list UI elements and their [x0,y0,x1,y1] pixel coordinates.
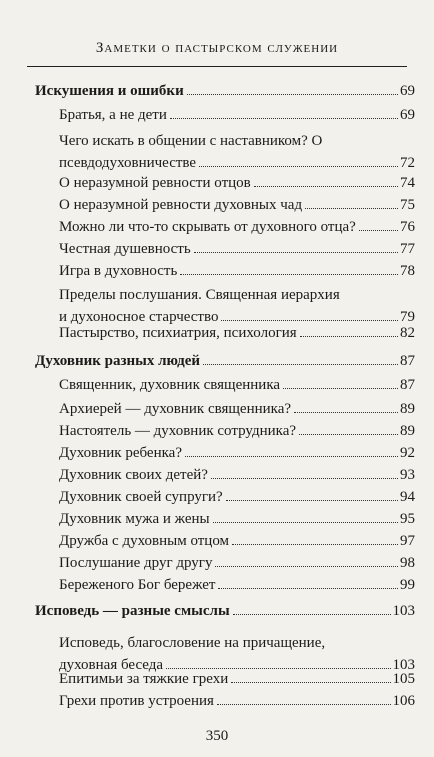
dot-leader [203,364,398,365]
toc-entry-title-line: Чего искать в общении с наставником? О [59,133,323,149]
toc-entry[interactable] [59,374,415,396]
toc-entry[interactable] [59,398,415,420]
toc-entry-title: Честная душевность [59,241,191,257]
toc-entry-page: 89 [400,401,415,417]
dot-leader [217,704,391,705]
toc-entry-page: 69 [400,83,415,99]
toc-entry[interactable] [59,260,415,282]
dot-leader [299,434,398,435]
dot-leader [254,186,398,187]
toc-entry[interactable] [59,104,415,126]
toc-entry[interactable] [59,194,415,216]
toc-entry[interactable] [59,130,415,174]
dot-leader [213,522,398,523]
toc-entry[interactable] [59,690,415,712]
toc-entry[interactable] [59,530,415,552]
toc-entry[interactable] [59,420,415,442]
toc-entry-page: 98 [400,555,415,571]
toc-entry-page: 103 [392,603,415,619]
dot-leader [231,682,390,683]
toc-entry-page: 89 [400,423,415,439]
toc-entry-page: 77 [400,241,415,257]
toc-entry-title-line: Пределы послушания. Священная иерархия [59,287,340,303]
toc-entry-title: Исповедь — разные смыслы [35,603,230,619]
toc-entry-title: Священник, духовник священника [59,377,281,393]
toc-entry[interactable] [59,464,415,486]
toc-section-entry[interactable] [35,600,415,622]
toc-entry-title: О неразумной ревности духовных чад [59,197,303,213]
toc-entry-title: Послушание друг другу [59,555,213,571]
dot-leader [215,566,398,567]
toc-entry-title: Духовник ребенка? [59,445,182,461]
page-number: 350 [205,728,229,744]
toc-entry-title: Архиерей — духовник священника? [59,401,292,417]
header-rule [27,66,407,67]
toc-entry-page: 79 [400,309,415,325]
toc-entry-title: Духовник своих детей? [59,467,208,483]
toc-entry[interactable] [59,486,415,508]
toc-entry-page: 106 [392,693,415,709]
dot-leader [185,456,398,457]
toc-entry-page: 87 [400,377,415,393]
toc-entry[interactable] [59,574,415,596]
toc-entry[interactable] [59,442,415,464]
toc-section-entry[interactable] [35,350,415,372]
toc-entry-title: Духовник мужа и жены [59,511,210,527]
toc-entry-title: Настоятель — духовник сотрудника? [59,423,297,439]
dot-leader [221,320,398,321]
toc-entry-title: Духовник своей супруги? [59,489,223,505]
dot-leader [294,412,398,413]
toc-entry[interactable] [59,322,415,344]
running-header: Заметки о пастырском служении [95,40,339,56]
dot-leader [194,252,398,253]
toc-entry[interactable] [59,216,415,238]
toc-entry[interactable] [59,668,415,690]
toc-entry-page: 75 [400,197,415,213]
toc-entry-page: 92 [400,445,415,461]
toc-entry-page: 76 [400,219,415,235]
toc-entry[interactable] [59,552,415,574]
toc-entry-title-line: Исповедь, благословение на причащение, [59,635,326,651]
toc-entry-title: Пастырство, психиатрия, психология [59,325,297,341]
dot-leader [199,166,398,167]
toc-entry[interactable] [59,508,415,530]
toc-entry-title: Духовник разных людей [35,353,201,369]
toc-entry-page: 94 [400,489,415,505]
toc-entry-title: Братья, а не дети [59,107,167,123]
toc-entry-page: 99 [400,577,415,593]
toc-entry-title: Искушения и ошибки [35,83,184,99]
dot-leader [359,230,398,231]
dot-leader [226,500,398,501]
dot-leader [170,118,398,119]
toc-entry-title: Береженого Бог бережет [59,577,216,593]
toc-entry-title: и духоносное старчество [59,309,219,325]
toc-entry-page: 82 [400,325,415,341]
toc-entry-title: духовная беседа [59,657,164,673]
dot-leader [233,614,391,615]
toc-entry[interactable] [59,238,415,260]
toc-entry-title: Можно ли что-то скрывать от духовного отца? [59,219,356,235]
dot-leader [187,94,398,95]
toc-entry-page: 69 [400,107,415,123]
toc-entry-page: 97 [400,533,415,549]
toc-entry-title: Дружба с духовным отцом [59,533,230,549]
toc-entry-page: 78 [400,263,415,279]
toc-entry-page: 105 [392,671,415,687]
toc-entry-page: 74 [400,175,415,191]
dot-leader [211,478,398,479]
toc-entry-title: О неразумной ревности отцов [59,175,251,191]
dot-leader [232,544,398,545]
toc-entry-title: Игра в духовность [59,263,178,279]
toc-entry-page: 103 [392,657,415,673]
toc-entry-page: 87 [400,353,415,369]
toc-entry[interactable] [59,172,415,194]
dot-leader [305,208,398,209]
toc-entry-title: Грехи против устроения [59,693,214,709]
toc-section-entry[interactable] [35,80,415,102]
toc-entry-title: псевдодуховничестве [59,155,197,171]
dot-leader [283,388,398,389]
dot-leader [180,274,398,275]
toc-entry-page: 93 [400,467,415,483]
dot-leader [300,336,398,337]
toc-entry-title: Епитимьи за тяжкие грехи [59,671,229,687]
toc-entry-page: 95 [400,511,415,527]
dot-leader [218,588,398,589]
toc-entry-page: 72 [400,155,415,171]
